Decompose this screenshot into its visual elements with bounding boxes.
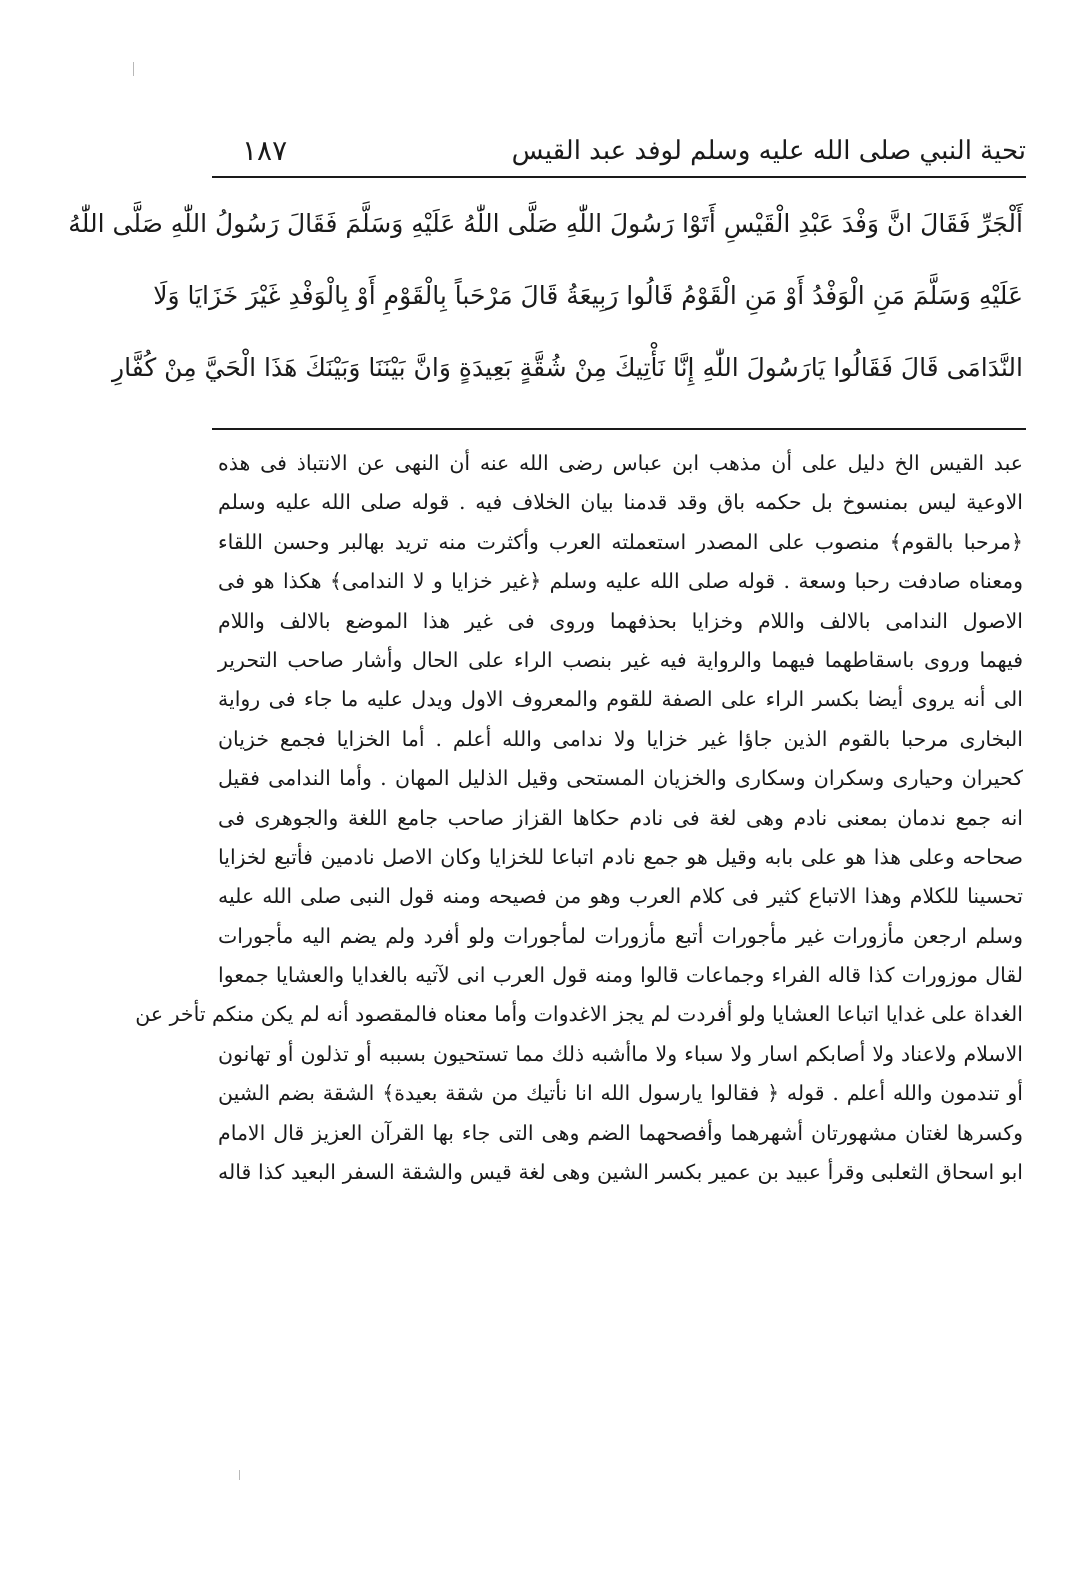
hadith-line: أَلْجَرِّ فَقَالَ انَّ وَفْدَ عَبْدِ الْقَيْسِ أَتَوْا رَسُولَ اللّٰهِ صَلَّى اللّٰهُ عَلَيْهِ وَسَلَّمَ فَقَالَ رَسُولُ اللّٰهِ صَلَّى اللّٰهُ [68, 209, 1023, 238]
commentary-line: ﴿مرحبا بالقوم﴾ منصوب على المصدر استعملته العرب وأكثرت منه تريد بهالبر وحسن اللقاء [218, 529, 1023, 554]
commentary-line: البخارى مرحبا بالقوم الذين جاؤا غير خزايا ولا ندامى والله أعلم . أما الخزايا فجمع خزيان [218, 726, 1023, 751]
commentary-line: لقال موزورات كذا قاله الفراء وجماعات قالوا ومنه قول العرب انى لآتيه بالغدايا والعشايا جمعوا [218, 963, 1023, 988]
commentary-line: ومعناه صادفت رحبا وسعة . قوله صلى الله عليه وسلم ﴿غير خزايا و لا الندامى﴾ هكذا هو فى [218, 569, 1023, 594]
commentary-line: كحيران وحيارى وسكران وسكارى والخزيان المستحى وقيل الذليل المهان . وأما الندامى فقيل [218, 766, 1023, 791]
commentary-line: وكسرها لغتان مشهورتان أشهرهما وأفصحهما الضم وهى التى جاء بها القرآن العزيز قال الامام [218, 1120, 1023, 1145]
commentary-line: عبد القيس الخ دليل على أن مذهب ابن عباس رضى الله عنه أن النهى عن الانتباذ فى هذه [218, 451, 1023, 475]
commentary-line: تحسينا للكلام وهذا الاتباع كثير فى كلام العرب وهو من فصيحه ومنه قول النبى صلى الله عليه [218, 884, 1023, 909]
commentary-line: الاسلام ولاعناد ولا أصابكم اسار ولا سباء ولا ماأشبه ذلك مما تستحيون بسببه أو تذلون أو تهانون [218, 1041, 1023, 1066]
commentary-line: صحاحه وعلى هذا هو على بابه وقيل هو جمع نادم اتباعا للخزايا وكان الاصل نادمين فأتبع لخزايا [218, 844, 1023, 869]
running-title: تحية النبي صلى الله عليه وسلم لوفد عبد القيس [511, 136, 1026, 166]
page-header [212, 128, 1026, 172]
hadith-line: النَّدَامَى قَالَ فَقَالُوا يَارَسُولَ اللّٰهِ إِنَّا نَأْتِيكَ مِنْ شُقَّةٍ بَعِيدَةٍ وَانَّ بَيْنَنَا وَبَيْنَكَ هَذَا الْحَيَّ مِنْ كُفَّارِ [112, 353, 1023, 382]
commentary-line: وسلم ارجعن مأزورات غير مأجورات أتبع مأزورات لمأجورات ولو أفرد ولم يضم اليه مأجورات [218, 923, 1023, 948]
commentary-line: الغداة على غدايا اتباعا العشايا ولو أفردت لم يجز الاغدوات وأما معناه فالمقصود أنه لم يكن منكم تأخر عن [135, 1002, 1023, 1027]
commentary-line: الاصول الندامى بالالف واللام وخزايا بحذفهما وروى فى غير هذا الموضع بالالف واللام [218, 608, 1023, 633]
commentary-line: انه جمع ندمان بمعنى نادم وهى لغة فى نادم حكاها القزاز صاحب جامع اللغة والجوهرى فى [218, 805, 1023, 830]
commentary-line: فيهما وروى باسقاطهما فيهما والرواية فيه غير بنصب الراء على الحال وأشار صاحب التحرير [218, 647, 1023, 672]
page-number: ١٨٧ [242, 134, 288, 167]
commentary-line: الى أنه يروى أيضا بكسر الراء على الصفة للقوم والمعروف الاول ويدل عليه ما جاء فى رواية [218, 687, 1023, 712]
section-divider [212, 428, 1026, 430]
commentary-line: الاوعية ليس بمنسوخ بل حكمه باق وقد قدمنا بيان الخلاف فيه . قوله صلى الله عليه وسلم [218, 490, 1023, 515]
hadith-line: عَلَيْهِ وَسَلَّمَ مَنِ الْوَفْدُ أَوْ مَنِ الْقَوْمُ قَالُوا رَبِيعَةُ قَالَ مَرْحَباً بِالْقَوْمِ أَوْ بِالْوَفْدِ غَيْرَ خَزَايَا وَلَا [153, 281, 1023, 310]
commentary-line: ابو اسحاق الثعلبى وقرأ عبيد بن عمير بكسر الشين وهى لغة قيس والشقة السفر البعيد كذا قاله [218, 1160, 1023, 1185]
header-rule [212, 176, 1026, 178]
commentary-line: أو تندمون والله أعلم . قوله ﴿ فقالوا يارسول الله انا نأتيك من شقة بعيدة﴾ الشقة بضم الشين [218, 1081, 1023, 1106]
hadith-text [68, 188, 1023, 404]
margin-mark [133, 62, 134, 76]
commentary-text [135, 444, 1023, 1192]
margin-mark [239, 1470, 240, 1480]
